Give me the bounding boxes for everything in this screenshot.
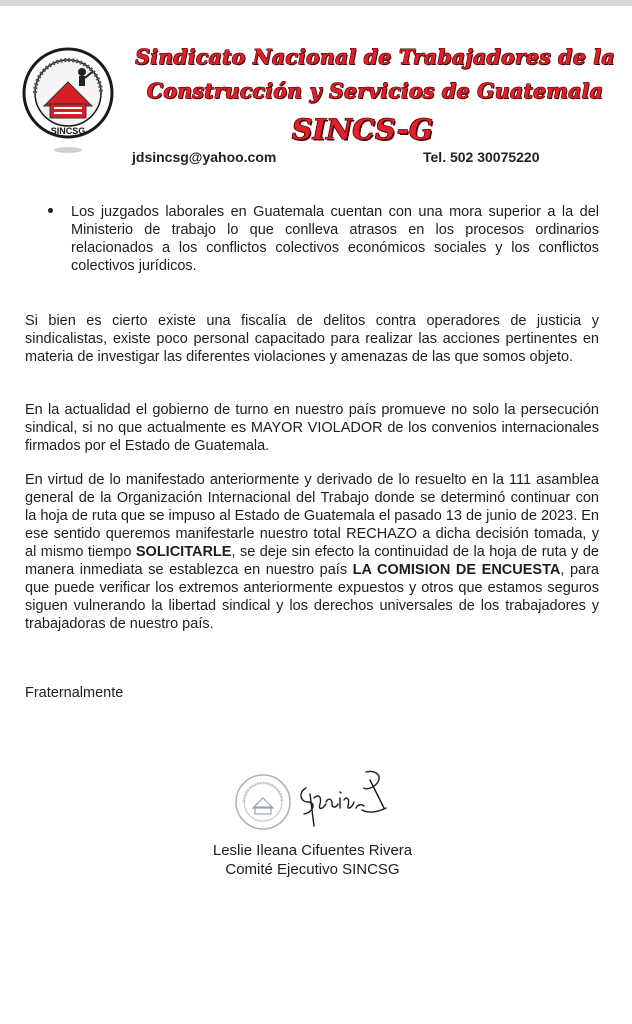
- solicitud-bold-solicitarle: SOLICITARLE: [135, 544, 232, 560]
- signature-seal-stamp: [233, 772, 293, 832]
- solicitud-bold-comision: LA COMISION DE ENCUESTA: [352, 562, 561, 578]
- bullet-paragraph: Los juzgados laborales en Guatemala cuentan con una mora superior a la del Ministerio de trabajo lo que conlleva atrasos en los procesos ordinarios relacionados a los conflictos colectivos económicos sociales y los conflictos colectivos jurídicos.: [71, 204, 599, 274]
- handwritten-signature: [292, 768, 388, 834]
- union-name-line1: Sindicato Nacional de Trabajadores de la: [135, 45, 615, 69]
- paragraph-persecucion: En la actualidad el gobierno de turno en nuestro país promueve no solo la persecución sindical, si no que actualmente es MAYOR VIOLADOR de los convenios internacionales firmados por el Estado de Guatemala.: [25, 402, 599, 454]
- signer-name: Leslie Ileana Cifuentes Rivera: [212, 842, 413, 859]
- union-name-line2: Construcción y Servicios de Guatemala: [146, 79, 604, 103]
- union-seal-logo: [22, 46, 114, 154]
- contact-email[interactable]: jdsincsg@yahoo.com: [132, 149, 277, 165]
- contact-phone: Tel. 502 30075220: [423, 149, 540, 165]
- solicitud-text-c: , para que puede verificar los extremos anteriormente expuestos y otros que estamos seguros siguen vulnerando la libertad sindical y los derechos universales de los trabajadores y trabajadoras de nuestro país.: [25, 562, 599, 632]
- seal-text: SINCSG: [50, 126, 86, 136]
- solicitud-text-b: , se deje sin efecto la continuidad de la hoja de ruta y de manera inmediata se establezca en nuestro país: [25, 544, 599, 578]
- bullet-dot: [48, 208, 53, 213]
- solicitud-text-a: En virtud de lo manifestado anteriormente y derivado de lo resuelto en la 111 asamblea general de la Organización Internacional del Trabajo donde se determinó continuar con la hoja de ruta que se impuso al Estado de Guatemala el pasado 13 de junio de 2023. En ese sentido queremos manifestarle nuestro total RECHAZO a dicha decisión tomada, y al mismo tiempo: [25, 472, 599, 560]
- union-acronym: SINCS-G: [292, 113, 434, 146]
- top-bar: [0, 0, 632, 6]
- paragraph-solicitud: [25, 471, 599, 633]
- paragraph-fiscalia: Si bien es cierto existe una fiscalía de delitos contra operadores de justicia y sindicalistas, existe poco personal capacitado para realizar las acciones pertinentes en materia de investigar las diferentes violaciones y amenazas de las que somos objeto.: [25, 313, 599, 365]
- closing-greeting: Fraternalmente: [25, 685, 124, 701]
- signer-role: Comité Ejecutivo SINCSG: [225, 861, 400, 878]
